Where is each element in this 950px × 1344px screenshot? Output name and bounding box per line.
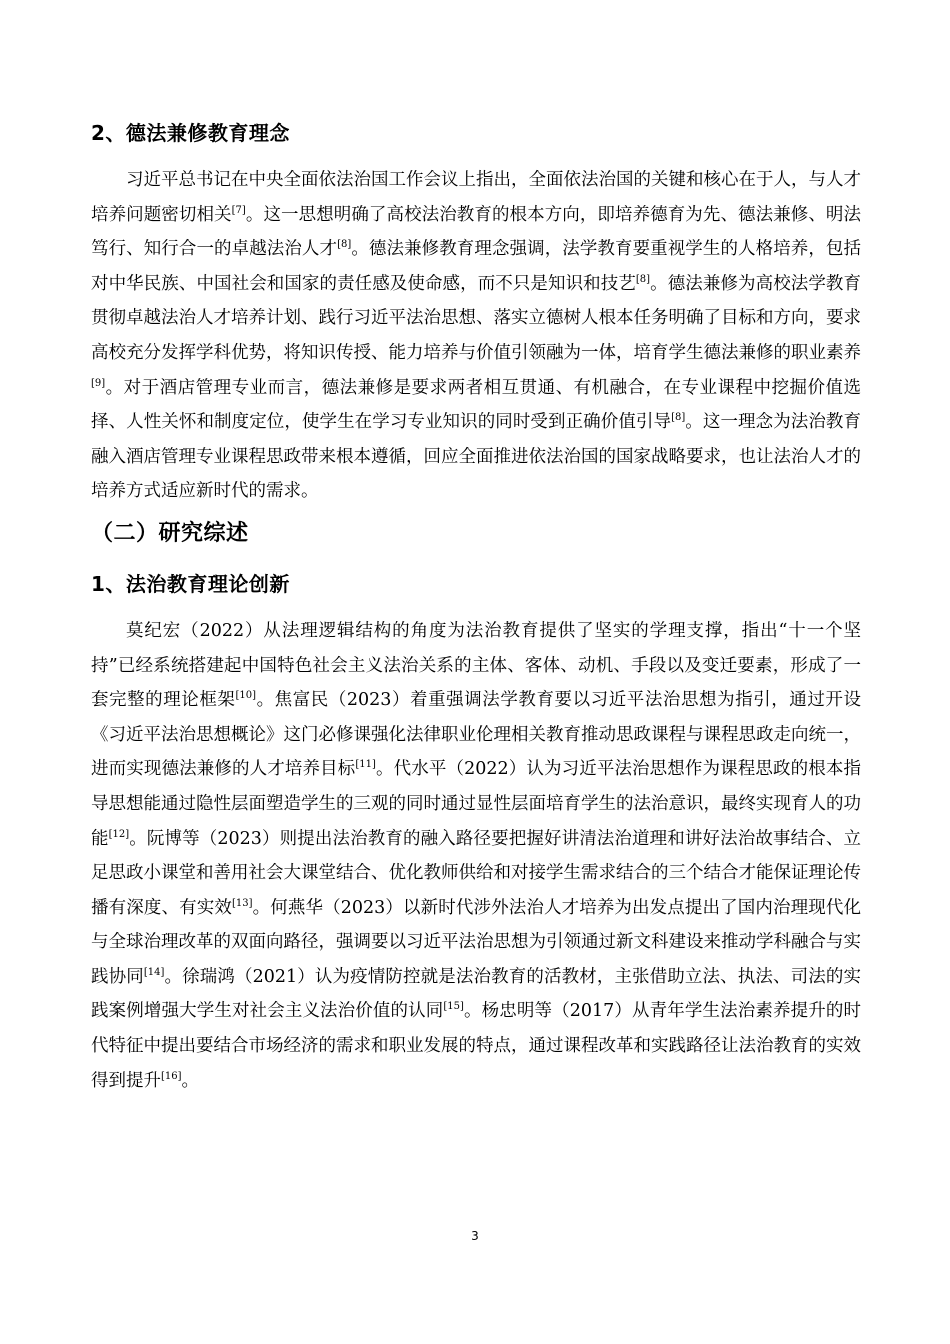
section-heading-de-fa-jian-xiu: 2、德法兼修教育理念 — [91, 121, 290, 145]
paragraph-text: 。 — [181, 1070, 200, 1091]
paragraph-text: 习近平总书记在中央全面依法治国工作会议上指出，全面依法治国的关键和核心在于人，与人才培养问题密切相关 — [91, 170, 861, 225]
paragraph-text: 。德法兼修教育理念强调，法学教育要重视学生的人格培养，包括对中华民族、中国社会和国家的责任感及使命感，而不只是知识和技艺 — [91, 239, 862, 294]
paragraph-text: 。这一思想明确了高校法治教育的根本方向，即培养德育为先、德法兼修、明法笃行、知行合一的卓越法治人才 — [91, 204, 862, 260]
paragraph-text: 。代水平（2022）认为习近平法治思想作为课程思政的根本指导思想能通过隐性层面塑造学生的三观的同时通过显性层面培育学生的法治意识，最终实现育人的功能 — [91, 759, 861, 849]
paragraph-text: 。阮博等（2023）则提出法治教育的融入路径要把握好讲清法治道理和讲好法治故事结合、立足思政小课堂和善用社会大课堂结合、优化教师供给和对接学生需求结合的三个结合才能保证理论传播有深度、有实效 — [91, 828, 861, 918]
citation-ref: [16] — [161, 1070, 182, 1082]
section-heading-research-review: （二）研究综述 — [91, 520, 249, 546]
citation-ref: [14] — [143, 967, 165, 979]
citation-ref: [7] — [231, 204, 246, 216]
paragraph-text: 。杨忠明等（2017）从青年学生法治素养提升的时代特征中提出要结合市场经济的需求和职业发展的特点，通过课程改革和实践路径让法治教育的实效得到提升 — [91, 1001, 861, 1091]
citation-ref: [8] — [671, 412, 686, 424]
citation-ref: [8] — [337, 239, 352, 251]
paragraph-de-fa-jian-xiu — [91, 163, 861, 509]
paragraph-text: 。徐瑞鸿（2021）认为疫情防控就是法治教育的活教材，主张借助立法、执法、司法的实践案例增强大学生对社会主义法治价值的认同 — [91, 966, 862, 1022]
citation-ref: [11] — [355, 759, 376, 771]
citation-ref: [13] — [231, 897, 253, 909]
citation-ref: [8] — [635, 273, 651, 285]
paragraph-text: 。焦富民（2023）着重强调法学教育要以习近平法治思想为指引，通过开设《习近平法治思想概论》这门必修课强化法律职业伦理相关教育推动思政课程与课程思政走向统一，进而实现德法兼修的人才培养目标 — [91, 690, 861, 780]
paragraph-text: 。德法兼修为高校法学教育贯彻卓越法治人才培养计划、践行习近平法治思想、落实立德树人根本任务明确了目标和方向，要求高校充分发挥学科优势，将知识传授、能力培养与价值引领融为一体，培育学生德法兼修的职业素养 — [91, 273, 862, 363]
paragraph-text: 。这一理念为法治教育融入酒店管理专业课程思政带来根本遵循，回应全面推进依法治国的国家战略要求，也让法治人才的培养方式适应新时代的需求。 — [91, 412, 862, 502]
page-number: 3 — [471, 1229, 479, 1243]
section-heading-theory-innovation: 1、法治教育理论创新 — [91, 571, 290, 596]
citation-ref: [10] — [235, 690, 257, 702]
paragraph-text: 莫纪宏（2022）从法理逻辑结构的角度为法治教育提供了坚实的学理支撑，指出“十一个坚持”已经系统搭建起中国特色社会主义法治关系的主体、客体、动机、手段以及变迁要素，形成了一套完整的理论框架 — [91, 620, 861, 711]
paragraph-theory-innovation — [91, 614, 861, 1098]
paragraph-text: 。对于酒店管理专业而言，德法兼修是要求两者相互贯通、有机融合，在专业课程中挖掘价值选择、人性关怀和制度定位，使学生在学习专业知识的同时受到正确价值引导 — [91, 377, 861, 433]
page-body — [91, 119, 861, 1098]
citation-ref: [12] — [108, 828, 130, 840]
paragraph-text: 。何燕华（2023）以新时代涉外法治人才培养为出发点提出了国内治理现代化与全球治理改革的双面向路径，强调要以习近平法治思想为引领通过新文科建设来推动学科融合与实践协同 — [91, 897, 861, 987]
citation-ref: [15] — [443, 1001, 464, 1013]
citation-ref: [9] — [91, 377, 106, 389]
